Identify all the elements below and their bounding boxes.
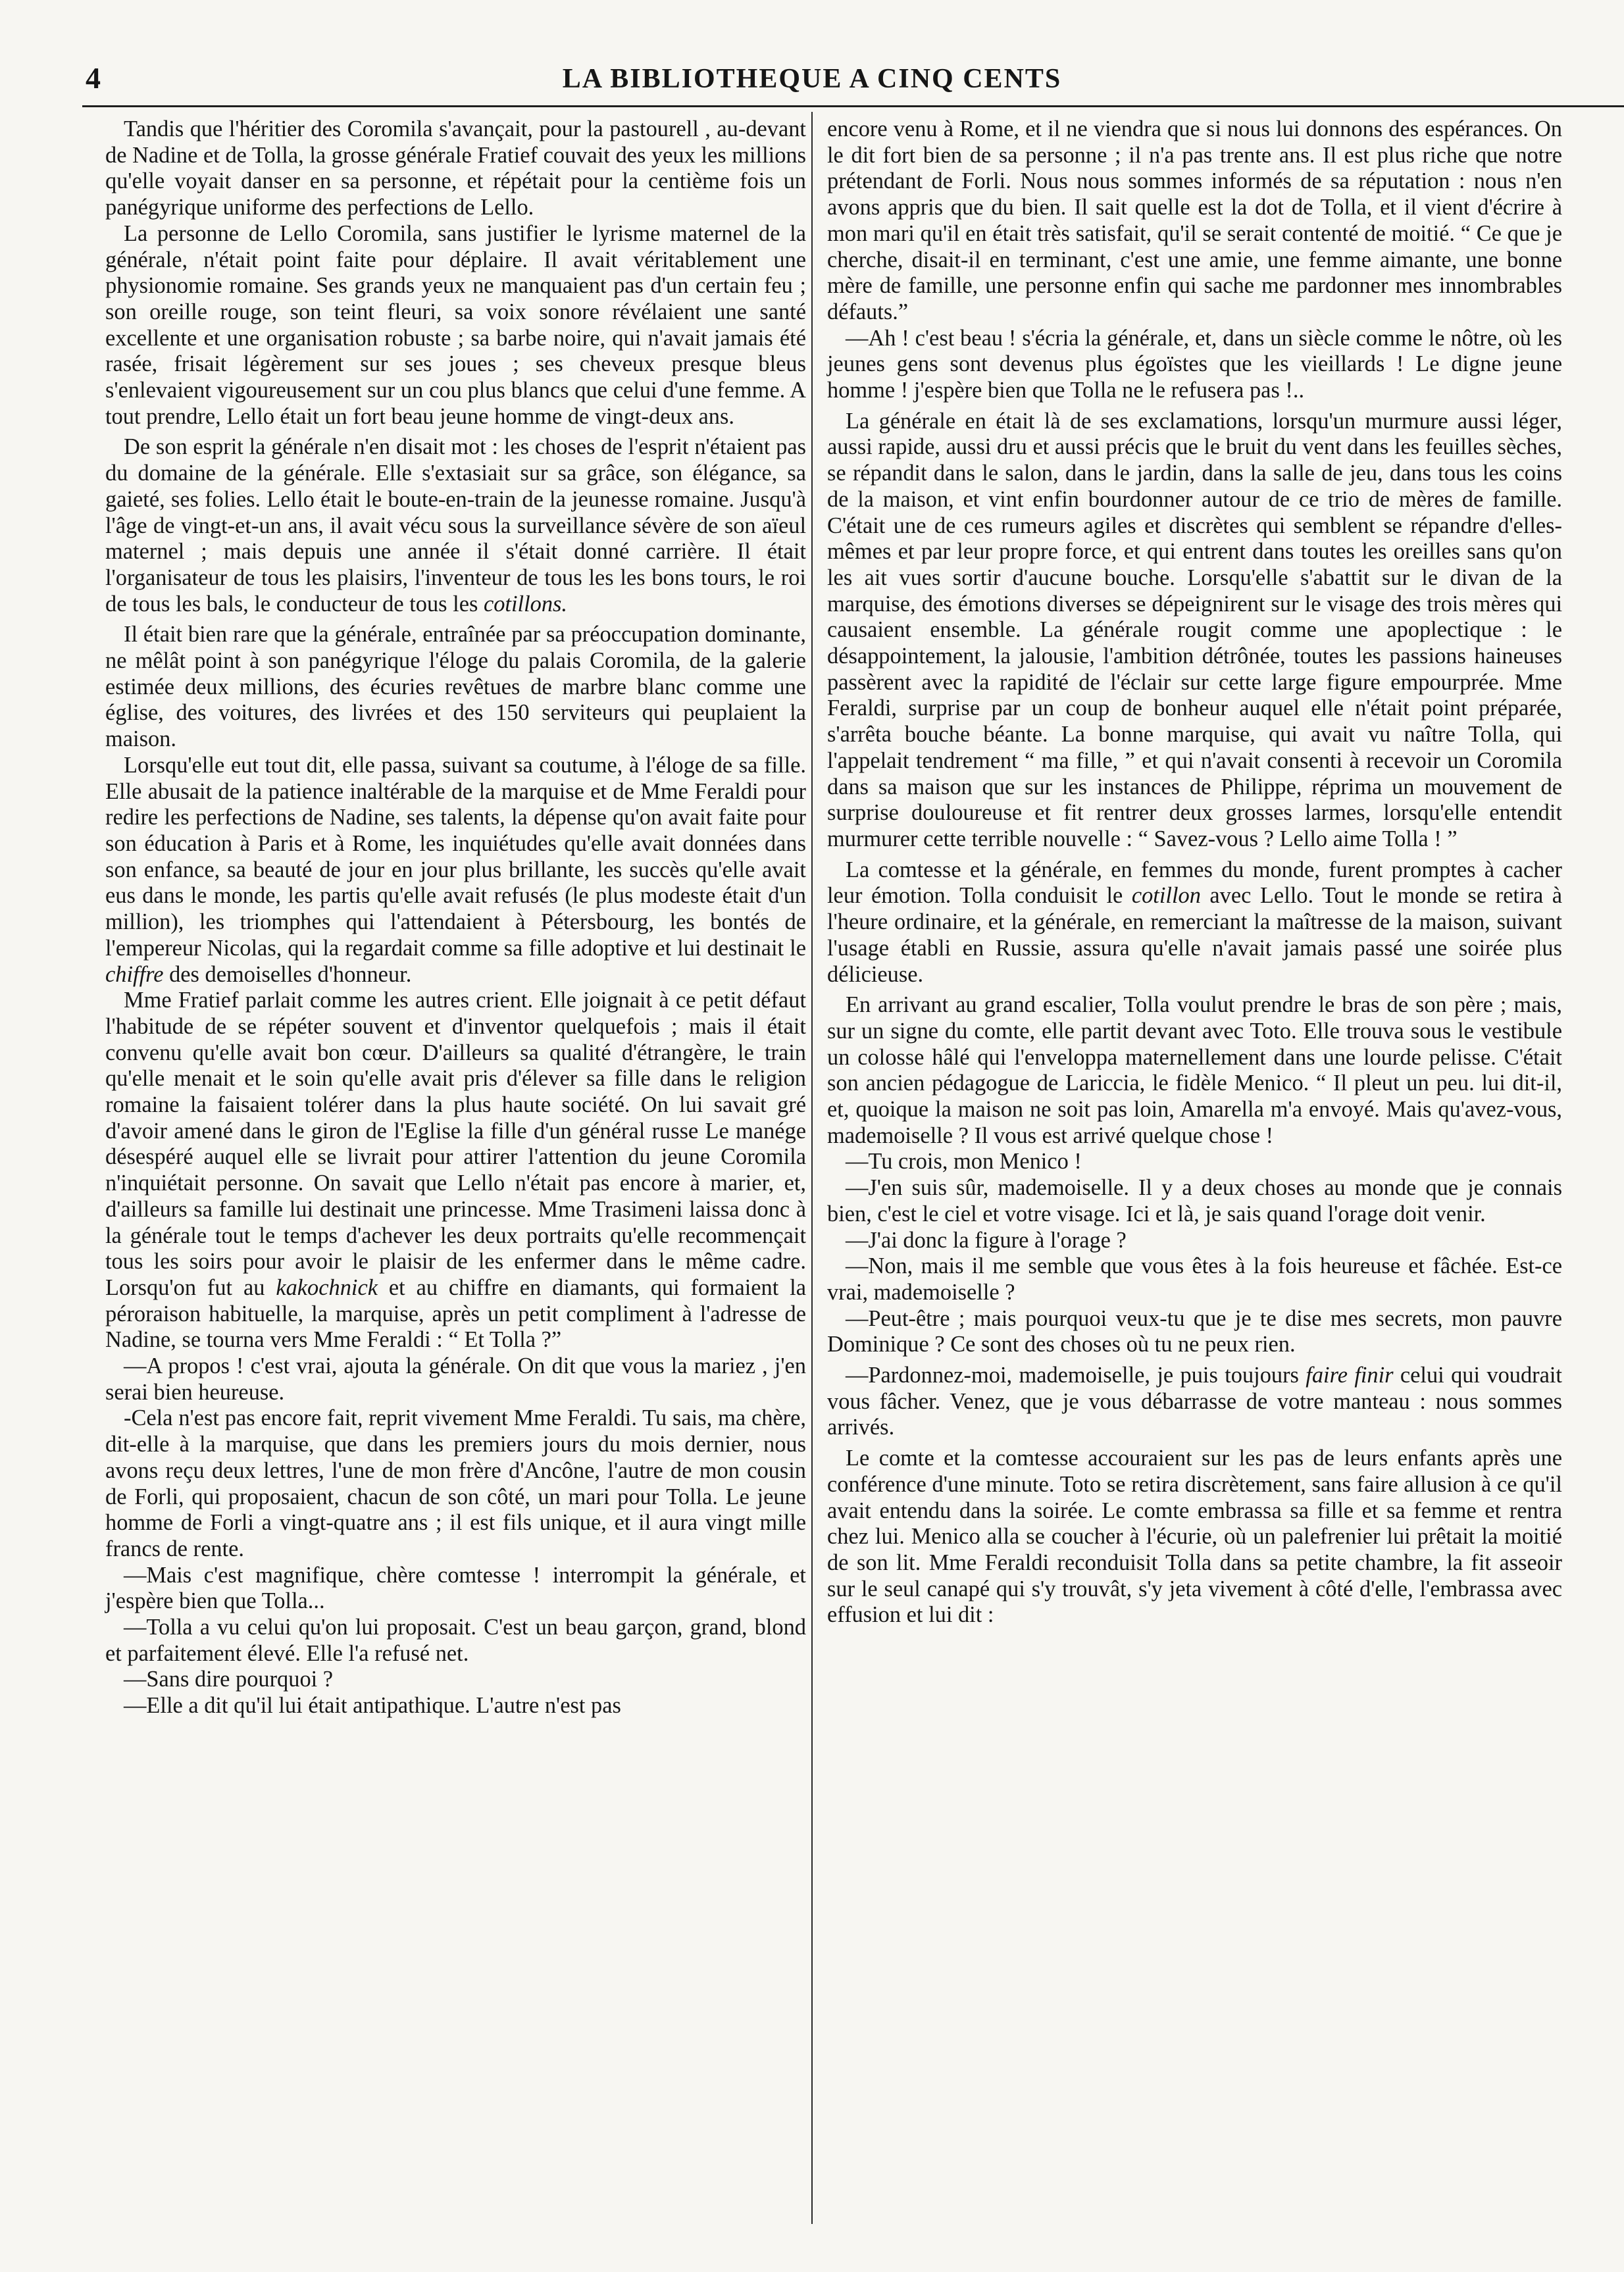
paragraph: En arrivant au grand escalier, Tolla voulut prendre le bras de son père ; mais, sur un signe du comte, elle partit devant avec Toto. Elle trouva sous le vestibule un colosse hâlé qui l'enveloppa maternellement dans une lourde pelisse. C'était son ancien pédagogue de Lariccia, le fidèle Menico. “ Il pleut un peu. lui dit-il, et, quoique la maison ne soit pas loin, Amarella m'a envoyé. Mais qu'avez-vous, mademoiselle ? Il vous est arrivé quelque chose ! [827, 992, 1562, 1148]
paragraph: —Non, mais il me semble que vous êtes à la fois heureuse et fâchée. Est-ce vrai, mademoiselle ? [827, 1253, 1562, 1305]
page-number: 4 [86, 61, 101, 95]
paragraph: —Pardonnez-moi, mademoiselle, je puis toujours faire finir celui qui voudrait vous fâcher. Venez, que je vous débarrasse de votre manteau : nous sommes arrivés. [827, 1363, 1562, 1440]
paragraph: —A propos ! c'est vrai, ajouta la générale. On dit que vous la mariez , j'en serai bien heureuse. [105, 1353, 806, 1405]
column-rule [811, 112, 813, 2224]
paragraph: Tandis que l'héritier des Coromila s'avançait, pour la pastourell , au-devant de Nadine et de Tolla, la grosse générale Fratief couvait des yeux les millions qu'elle voyait danser en sa personne, et répétait pour la centième fois un panégyrique uniforme des perfections de Lello. [105, 116, 806, 220]
paragraph: Mme Fratief parlait comme les autres crient. Elle joignait à ce petit défaut l'habitude de se répéter souvent et d'inventor quelquefois ; mais il était convenu qu'elle avait bon cœur. D'ailleurs sa qualité d'étrangère, le train qu'elle menait et le soin qu'elle avait pris d'élever sa fille dans le religion romaine la faisaient tolérer dans la plus haute société. On lui savait gré d'avoir amené dans le giron de l'Eglise la fille d'un général russe Le manége désespéré auquel elle se livrait pour attirer l'attention du jeune Coromila n'inquiétait personne. On savait que Lello n'était pas encore à marier, et, d'ailleurs sa famille lui destinait une princesse. Mme Trasimeni laissa donc à la générale tout le temps d'achever les deux portraits qu'elle recommençait tous les soirs pour avoir le plaisir de les enfermer dans le même cadre. Lorsqu'on fut au kakochnick et au chiffre en diamants, qui formaient la péroraison habituelle, la marquise, après un petit compliment à l'adresse de Nadine, se tourna vers Mme Feraldi : “ Et Tolla ?” [105, 988, 806, 1353]
italic-term: cotillons. [483, 591, 568, 617]
paragraph: —J'ai donc la figure à l'orage ? [846, 1227, 1127, 1253]
italic-term: kakochnick [276, 1275, 378, 1300]
paragraph: La générale en était là de ses exclamations, lorsqu'un murmure aussi léger, aussi rapide, aussi dru et aussi précis que le bruit du vent dans les feuilles sèches, se répandit dans le salon, dans le jardin, dans la salle de jeu, dans tous les coins de la maison, et vint enfin bourdonner autour de ce trio de mères de famille. C'était une de ces rumeurs agiles et discrètes qui semblent se répandre d'elles-mêmes et par leur propre force, et qui entrent dans toutes les oreilles sans qu'on les ait vues sortir d'aucune bouche. Lorsqu'elle s'abattit sur le divan de la marquise, des émotions diverses se dépeignirent sur le visage des trois mères qui causaient ensemble. La générale rougit comme une apoplectique : le désappointement, la jalousie, l'ambition détrônée, toutes les passions haineuses passèrent avec la rapidité de l'éclair sur cette large figure empourprée. Mme Feraldi, surprise par un coup de bonheur auquel elle n'était point préparée, s'arrêta bouche béante. La bonne marquise, qui avait vu naître Tolla, qui l'appelait tendrement “ ma fille, ” et qui n'avait consenti à recevoir un Coromila dans sa maison que sur les instances de Philippe, réprima un mouvement de surprise douloureuse et fit rentrer deux grosses larmes, lorsqu'elle entendit murmurer cette terrible nouvelle : “ Savez-vous ? Lello aime Tolla ! ” [827, 408, 1562, 851]
paragraph: Lorsqu'elle eut tout dit, elle passa, suivant sa coutume, à l'éloge de sa fille. Elle abusait de la patience inaltérable de la marquise et de Mme Feraldi pour redire les perfections de Nadine, ses talents, la dépense qu'on avait faite pour son éducation à Paris et à Rome, les inquiétudes qu'elle avait données dans son enfance, sa beauté de jour en jour plus brillante, les succès qu'elle avait eus dans le monde, les partis qu'elle avait refusés (le plus modeste était d'un million), les triomphes qui l'attendaient à Pétersbourg, les bontés de l'empereur Nicolas, qui la regardait comme sa fille adoptive et lui destinait le chiffre des demoiselles d'honneur. [105, 752, 806, 987]
paragraph: Le comte et la comtesse accouraient sur les pas de leurs enfants après une conférence d'une minute. Toto se retira discrètement, sans faire allusion à ce qu'il avait entendu dans la soirée. Le comte embrassa sa fille et sa femme et rentra chez lui. Menico alla se coucher à l'écurie, où un palefrenier lui prêtait la moitié de son lit. Mme Feraldi reconduisit Tolla dans sa petite chambre, la fit asseoir sur le seul canapé qui s'y trouvât, s'y jeta vivement à côté d'elle, l'embrassa avec effusion et lui dit : [827, 1446, 1562, 1628]
paragraph: —Mais c'est magnifique, chère comtesse ! interrompit la générale, et j'espère bien que Tolla... [105, 1562, 806, 1614]
paragraph: -Cela n'est pas encore fait, reprit vivement Mme Feraldi. Tu sais, ma chère, dit-elle à la marquise, que dans les premiers jours du mois dernier, nous avons reçu deux lettres, l'une de mon frère d'Ancône, l'autre de mon cousin de Forli, qui proposaient, chacun de son côté, un mari pour Tolla. Le jeune homme de Forli a vingt-quatre ans ; il est fils unique, et il aura vingt mille francs de rente. [105, 1405, 806, 1561]
paragraph: La personne de Lello Coromila, sans justifier le lyrisme maternel de la générale, n'était point faite pour déplaire. Il avait véritablement une physionomie romaine. Ses grands yeux ne manquaient pas d'un certain feu ; son oreille rouge, son teint fleuri, sa voix sonore révélaient une santé excellente et une organisation robuste ; sa barbe noire, qui n'avait jamais été rasée, frisait légèrement sur ses joues ; ses cheveux presque bleus s'enlevaient vigoureusement sur un cou plus blancs que celui d'une femme. A tout prendre, Lello était un fort beau jeune homme de vingt-deux ans. [105, 220, 806, 429]
paragraph: —Elle a dit qu'il lui était antipathique. L'autre n'est pas [124, 1693, 621, 1719]
paragraph: —Sans dire pourquoi ? [124, 1667, 334, 1692]
header-rule [82, 105, 1624, 107]
paragraph: encore venu à Rome, et il ne viendra que si nous lui donnons des espérances. On le dit fort bien de sa personne ; il n'a pas trente ans. Il est plus riche que notre prétendant de Forli. Nous nous sommes informés de sa réputation : nous n'en avons appris que du bien. Il sait quelle est la dot de Tolla, et il vient d'écrire à mon mari qu'il en était très satisfait, qu'il se serait contenté de moitié. “ Ce que je cherche, disait-il en terminant, c'est une amie, une femme aimante, une bonne mère de famille, une personne enfin qui sache me pardonner mes innombrables défauts.” [827, 116, 1562, 324]
right-column [827, 116, 1562, 1628]
italic-term: faire finir [1306, 1363, 1394, 1388]
paragraph: La comtesse et la générale, en femmes du monde, furent promptes à cacher leur émotion. Tolla conduisit le cotillon avec Lello. Tout le monde se retira à l'heure ordinaire, et la générale, en remerciant la maîtresse de la maison, suivant l'usage établi en Russie, assura qu'elle n'avait jamais passé une soirée plus délicieuse. [827, 857, 1562, 987]
left-column [105, 116, 806, 1719]
paragraph: —Ah ! c'est beau ! s'écria la générale, et, dans un siècle comme le nôtre, où les jeunes gens sont devenus plus égoïstes que les vieillards ! Le digne jeune homme ! j'espère bien que Tolla ne le refusera pas !.. [827, 325, 1562, 403]
paragraph: —Peut-être ; mais pourquoi veux-tu que je te dise mes secrets, mon pauvre Dominique ? Ce sont des choses où tu ne peux rien. [827, 1305, 1562, 1357]
paragraph: —J'en suis sûr, mademoiselle. Il y a deux choses au monde que je connais bien, c'est le ciel et votre visage. Ici et là, je sais quand l'orage doit venir. [827, 1175, 1562, 1226]
paragraph: —Tolla a vu celui qu'on lui proposait. C'est un beau garçon, grand, blond et parfaitement élevé. Elle l'a refusé net. [105, 1615, 806, 1666]
paragraph: —Tu crois, mon Menico ! [846, 1149, 1082, 1174]
paragraph: De son esprit la générale n'en disait mot : les choses de l'esprit n'étaient pas du domaine de la générale. Elle s'extasiait sur sa grâce, son élégance, sa gaieté, ses folies. Lello était le boute-en-train de la jeunesse romaine. Jusqu'à l'âge de vingt-et-un ans, il avait vécu sous la surveillance sévère de son aïeul maternel ; mais depuis une année il s'était donné carrière. Il était l'organisateur de tous les plaisirs, l'inventeur de tous les les bons tours, le roi de tous les bals, le conducteur de tous les cotillons. [105, 434, 806, 617]
italic-term: cotillon [1131, 883, 1201, 909]
paragraph: Il était bien rare que la générale, entraînée par sa préoccupation dominante, ne mêlât point à son panégyrique l'éloge du palais Coromila, de la galerie estimée deux millions, des écuries revêtues de marbre blanc comme une église, des voitures, des livrées et des 150 serviteurs qui peuplaient la maison. [105, 622, 806, 752]
italic-term: chiffre [105, 961, 164, 987]
running-title: LA BIBLIOTHEQUE A CINQ CENTS [562, 64, 1062, 94]
